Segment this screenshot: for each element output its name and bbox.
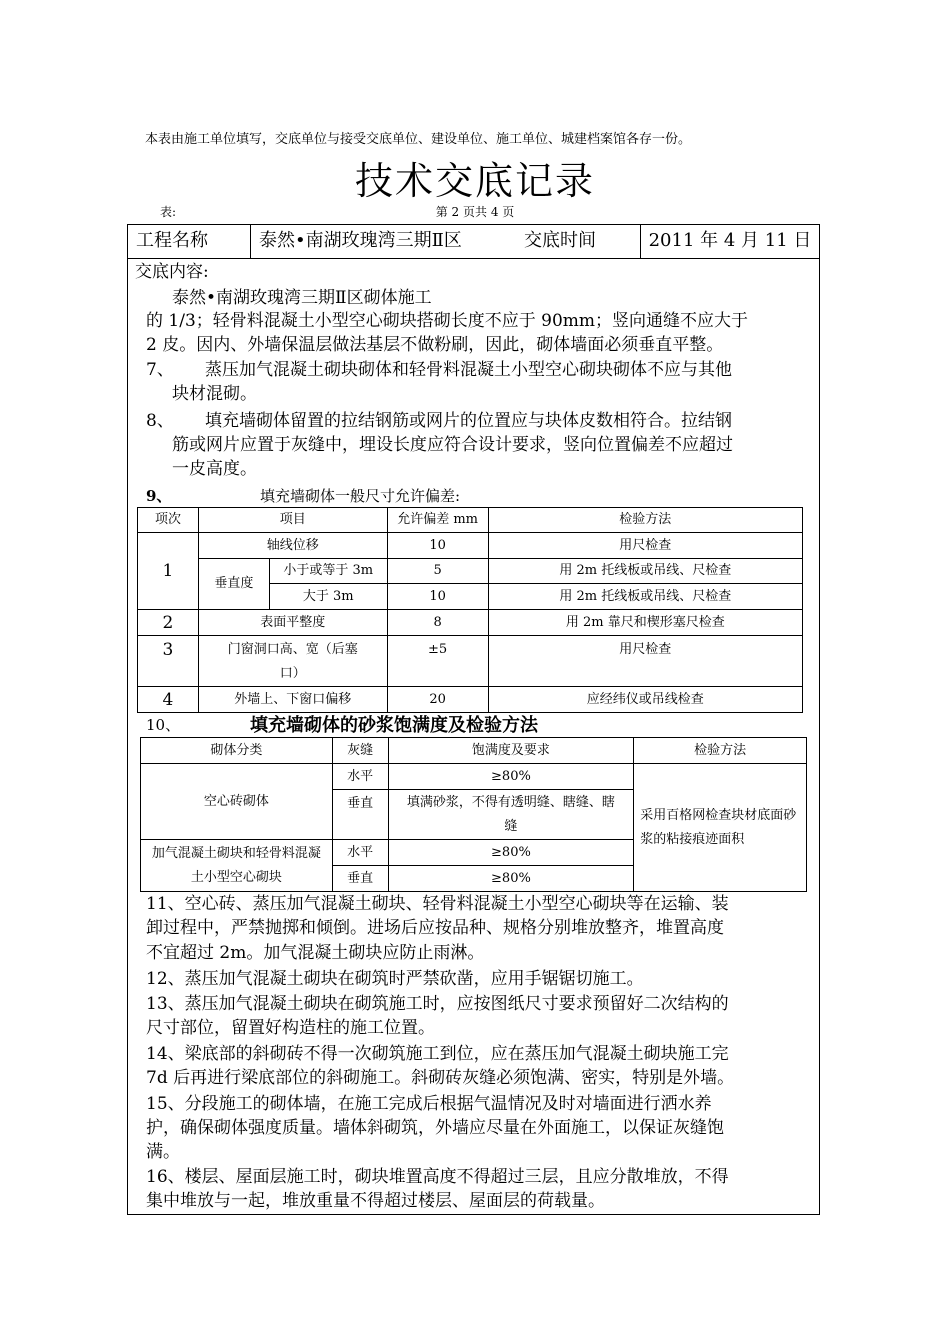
table-cell: 应经纬仪或吊线检查 xyxy=(488,687,802,713)
table-header: 项目 xyxy=(198,508,387,533)
page-info: 第 2 页共 4 页 xyxy=(435,205,515,219)
row-number: 1 xyxy=(138,533,199,610)
item10-number: 10、 xyxy=(146,716,181,734)
paragraph-line: 不宜超过 2m。加气混凝土砌块应防止雨淋。 xyxy=(146,943,485,963)
table-header: 砌体分类 xyxy=(141,738,333,764)
content-line: 的 1/3；轻骨料混凝土小型空心砌块搭砌长度不应于 90mm；竖向通缝不应大于 xyxy=(146,311,749,331)
item8-line: 筋或网片应置于灰缝中，埋设长度应符合设计要求，竖向位置偏差不应超过 xyxy=(172,435,733,455)
table-cell: 用尺检查 xyxy=(488,636,802,687)
content-label: 交底内容: xyxy=(135,262,209,282)
table-cell: 水平 xyxy=(332,764,388,790)
table-cell: 轴线位移 xyxy=(198,533,387,559)
item8-line: 填充墙砌体留置的拉结钢筋或网片的位置应与块体皮数相符合。拉结钢 xyxy=(205,411,732,431)
table-cell: 门窗洞口高、宽（后塞口） xyxy=(198,636,387,687)
item7-number: 7、 xyxy=(146,360,174,380)
table-cell: 用 2m 托线板或吊线、尺检查 xyxy=(488,559,802,584)
paragraph-line: 15、分段施工的砌体墙，在施工完成后根据气温情况及时对墙面进行洒水养 xyxy=(146,1094,712,1114)
content-line: 2 皮。因内、外墙保温层做法基层不做粉刷，因此，砌体墙面必须垂直平整。 xyxy=(146,335,724,355)
table-cell: ≥80% xyxy=(388,866,634,892)
document-title: 技术交底记录 xyxy=(354,159,595,203)
table-header: 项次 xyxy=(138,508,199,533)
paragraph-line: 尺寸部位，留置好构造柱的施工位置。 xyxy=(146,1018,435,1038)
table-header: 检验方法 xyxy=(488,508,802,533)
tolerance-table xyxy=(137,507,803,713)
table-label: 表: xyxy=(160,205,177,219)
paragraph-line: 14、梁底部的斜砌砖不得一次砌筑施工到位，应在蒸压加气混凝土砌块施工完 xyxy=(146,1044,729,1064)
distribution-note: 本表由施工单位填写，交底单位与接受交底单位、建设单位、施工单位、城建档案馆各存一份。 xyxy=(145,132,692,147)
content-subtitle: 泰然•南湖玫瑰湾三期Ⅱ区砌体施工 xyxy=(172,288,432,308)
row-number: 4 xyxy=(138,687,199,713)
table-cell: 10 xyxy=(387,584,488,610)
table-cell: ≥80% xyxy=(388,764,634,790)
table-cell: 用 2m 靠尺和楔形塞尺检查 xyxy=(488,610,802,636)
table-cell: ±5 xyxy=(387,636,488,687)
paragraph-line: 集中堆放与一起，堆放重量不得超过楼层、屋面层的荷载量。 xyxy=(146,1191,605,1211)
paragraph-line: 16、楼层、屋面层施工时，砌块堆置高度不得超过三层，且应分散堆放，不得 xyxy=(146,1167,729,1187)
table-cell: 填满砂浆，不得有透明缝、瞎缝、瞎缝 xyxy=(388,790,634,840)
item7-line: 蒸压加气混凝土砌块砌体和轻骨料混凝土小型空心砌块砌体不应与其他 xyxy=(205,360,732,380)
item9-number: 9、 xyxy=(146,487,172,505)
table-cell: 外墙上、下窗口偏移 xyxy=(198,687,387,713)
paragraph-line: 11、空心砖、蒸压加气混凝土砌块、轻骨料混凝土小型空心砌块等在运输、装 xyxy=(146,894,729,914)
table-cell: 小于或等于 3m xyxy=(269,559,387,584)
table-cell: 表面平整度 xyxy=(198,610,387,636)
project-name-value: 泰然•南湖玫瑰湾三期Ⅱ区 xyxy=(251,225,641,259)
table-cell: 采用百格网检查块材底面砂浆的粘接痕迹面积 xyxy=(634,764,807,892)
paragraph-line: 13、蒸压加气混凝土砌块在砌筑施工时，应按图纸尺寸要求预留好二次结构的 xyxy=(146,994,729,1014)
paragraph-line: 卸过程中，严禁抛掷和倾倒。进场后应按品种、规格分别堆放整齐，堆置高度 xyxy=(146,918,724,938)
item7-line: 块材混砌。 xyxy=(172,384,257,404)
table-cell: 空心砖砌体 xyxy=(141,764,333,840)
item10-title: 填充墙砌体的砂浆饱满度及检验方法 xyxy=(250,715,538,736)
table-cell: 垂直度 xyxy=(198,559,269,610)
table-cell: 8 xyxy=(387,610,488,636)
paragraph-line: 7d 后再进行梁底部位的斜砌施工。斜砌砖灰缝必须饱满、密实，特别是外墙。 xyxy=(146,1068,735,1088)
table-cell: ≥80% xyxy=(388,840,634,866)
table-header: 灰缝 xyxy=(332,738,388,764)
table-cell: 用尺检查 xyxy=(488,533,802,559)
table-cell: 大于 3m xyxy=(269,584,387,610)
table-cell: 垂直 xyxy=(332,866,388,892)
row-number: 2 xyxy=(138,610,199,636)
table-cell: 水平 xyxy=(332,840,388,866)
table-cell: 10 xyxy=(387,533,488,559)
date-label: 交底时间 xyxy=(516,225,641,259)
date-value: 2011 年 4 月 11 日 xyxy=(641,225,819,259)
table-header: 检验方法 xyxy=(634,738,807,764)
table-cell: 20 xyxy=(387,687,488,713)
paragraph-line: 满。 xyxy=(146,1142,180,1162)
project-name-label: 工程名称 xyxy=(128,225,251,259)
table-header: 允许偏差 mm xyxy=(387,508,488,533)
paragraph-line: 护，确保砌体强度质量。墙体斜砌筑，外墙应尽量在外面施工，以保证灰缝饱 xyxy=(146,1118,724,1138)
item9-text: 填充墙砌体一般尺寸允许偏差: xyxy=(260,487,461,505)
table-cell: 用 2m 托线板或吊线、尺检查 xyxy=(488,584,802,610)
item8-line: 一皮高度。 xyxy=(172,459,257,479)
item8-number: 8、 xyxy=(146,411,174,431)
mortar-table xyxy=(140,737,807,892)
table-cell: 垂直 xyxy=(332,790,388,840)
paragraph-line: 12、蒸压加气混凝土砌块在砌筑时严禁砍凿，应用手锯锯切施工。 xyxy=(146,969,644,989)
table-header: 饱满度及要求 xyxy=(388,738,634,764)
row-number: 3 xyxy=(138,636,199,687)
table-cell: 加气混凝土砌块和轻骨料混凝土小型空心砌块 xyxy=(141,840,333,892)
table-cell: 5 xyxy=(387,559,488,584)
